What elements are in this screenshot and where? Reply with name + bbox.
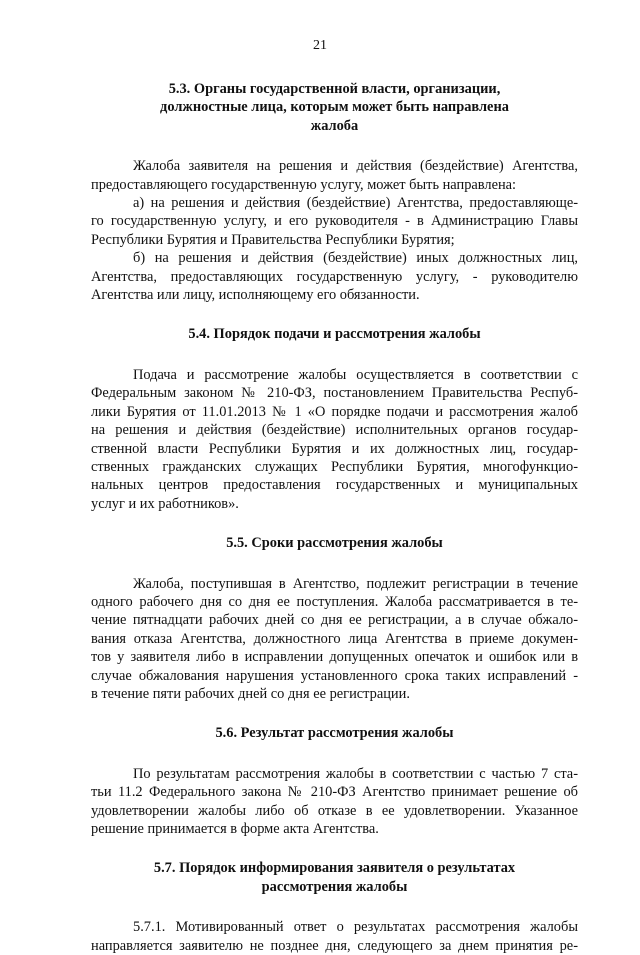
text-line: тьи 11.2 Федерального закона № 210-ФЗ Агентство принимает решение об bbox=[91, 784, 578, 801]
paragraph bbox=[91, 249, 578, 304]
text-line: По результатам рассмотрения жалобы в соответствии с частью 7 ста- bbox=[133, 765, 578, 782]
text-line: случае обжалования нарушения установленного срока таких исправлений - bbox=[91, 667, 578, 684]
text-line: Жалоба заявителя на решения и действия (бездействие) Агентства, bbox=[133, 158, 578, 175]
text-line: ственных гражданских служащих Республики Бурятия, многофункцио- bbox=[91, 458, 578, 475]
heading-line: 5.6. Результат рассмотрения жалобы bbox=[215, 725, 454, 742]
section-5-6 bbox=[91, 724, 578, 838]
heading-line: 5.5. Сроки рассмотрения жалобы bbox=[226, 535, 443, 552]
section-heading bbox=[91, 80, 578, 135]
text-line: а) на решения и действия (бездействие) Агентства, предоставляюще- bbox=[133, 195, 578, 212]
text-line: на решения и действия (бездействие) исполнительных органов государ- bbox=[91, 422, 578, 439]
section-5-5 bbox=[91, 534, 578, 703]
text-line: ственной власти Республики Бурятия и их должностных лиц, государ- bbox=[91, 440, 578, 457]
heading-line: рассмотрения жалобы bbox=[261, 878, 408, 895]
section-heading bbox=[91, 859, 578, 896]
text-line: предоставляющего государственную услугу, может быть направлена: bbox=[91, 176, 517, 193]
paragraph bbox=[91, 918, 578, 955]
paragraph bbox=[91, 765, 578, 839]
text-line: услуг и их работников». bbox=[91, 495, 239, 512]
heading-line: жалоба bbox=[310, 117, 359, 134]
text-line: б) на решения и действия (бездействие) иных должностных лиц, bbox=[133, 250, 578, 267]
text-line: одного рабочего дня со дня ее поступления. Жалоба рассматривается в те- bbox=[91, 593, 578, 610]
heading-line: 5.7. Порядок информирования заявителя о результатах bbox=[153, 860, 516, 877]
text-line: Агентства или лицу, исполняющему его обязанности. bbox=[91, 287, 420, 304]
text-line: Подача и рассмотрение жалобы осуществляется в соответствии с bbox=[133, 366, 578, 383]
paragraph bbox=[91, 366, 578, 513]
text-line: направляется заявителю не позднее дня, следующего за днем принятия ре- bbox=[91, 937, 578, 954]
section-heading bbox=[91, 325, 578, 343]
section-heading bbox=[91, 724, 578, 742]
document-body bbox=[91, 80, 578, 955]
text-line: Агентства, предоставляющих государственную услугу, - руководителю bbox=[91, 268, 578, 285]
text-line: Республики Бурятия и Правительства Республики Бурятия; bbox=[91, 231, 455, 248]
page-number: 21 bbox=[313, 38, 327, 53]
text-line: чение пятнадцати рабочих дней со дня ее регистрации, а в случае обжало- bbox=[91, 612, 578, 629]
text-line: решение принимается в форме акта Агентства. bbox=[91, 821, 379, 837]
paragraph bbox=[91, 575, 578, 704]
section-5-4 bbox=[91, 325, 578, 513]
text-line: удовлетворении жалобы либо об отказе в ее удовлетворении. Указанное bbox=[91, 802, 578, 819]
text-line: Жалоба, поступившая в Агентство, подлежит регистрации в течение bbox=[133, 575, 578, 592]
text-line: тов у заявителя либо в исправлении допущенных опечаток и ошибок или в bbox=[91, 649, 578, 666]
section-5-7 bbox=[91, 859, 578, 955]
paragraph bbox=[91, 194, 578, 249]
text-line: го государственную услугу, и его руководителя - в Администрацию Главы bbox=[91, 213, 578, 230]
text-line: вания отказа Агентства, должностного лица Агентства в приеме докумен- bbox=[91, 630, 578, 647]
text-line: лики Бурятия от 11.01.2013 № 1 «О порядке подачи и рассмотрения жалоб bbox=[91, 403, 578, 420]
text-line: Федеральным законом № 210-ФЗ, постановлением Правительства Респуб- bbox=[91, 385, 578, 402]
section-5-3 bbox=[91, 80, 578, 304]
text-line: в течение пяти рабочих дней со дня ее регистрации. bbox=[91, 685, 410, 702]
text-line: 5.7.1. Мотивированный ответ о результатах рассмотрения жалобы bbox=[133, 919, 578, 936]
paragraph bbox=[91, 157, 578, 194]
heading-line: 5.3. Органы государственной власти, организации, bbox=[168, 81, 501, 97]
heading-line: 5.4. Порядок подачи и рассмотрения жалобы bbox=[188, 326, 481, 343]
heading-line: должностные лица, которым может быть направлена bbox=[160, 99, 509, 116]
text-line: нальных центров предоставления государственных и муниципальных bbox=[91, 477, 578, 494]
section-heading bbox=[91, 534, 578, 552]
